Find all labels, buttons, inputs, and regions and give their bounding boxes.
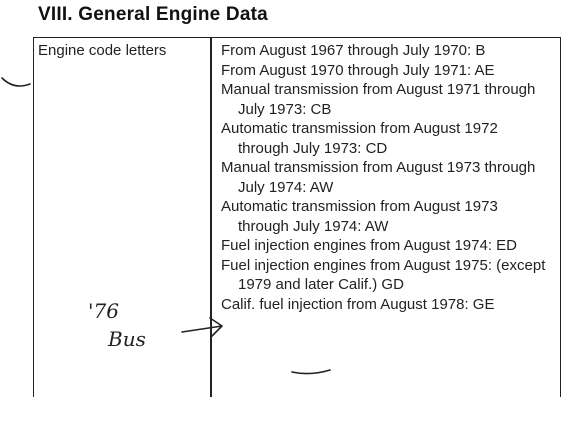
engine-code-entry: Automatic transmission from August 1972 through July 1973: CD bbox=[221, 120, 498, 157]
arrow-icon bbox=[182, 318, 222, 336]
engine-code-entry: From August 1967 through July 1970: B bbox=[221, 42, 486, 59]
section-heading: VIII. General Engine Data bbox=[38, 4, 268, 25]
engine-code-entry: Automatic transmission from August 1973 through July 1974: AW bbox=[221, 198, 498, 235]
annotation-bus: Bus bbox=[108, 327, 146, 351]
engine-code-entry: Fuel injection engines from August 1975: (except 1979 and later Calif.) GD bbox=[221, 256, 546, 293]
engine-code-entry: Calif. fuel injection from August 1978: GE bbox=[221, 295, 495, 313]
engine-code-entry: Manual transmission from August 1971 through July 1973: CB bbox=[221, 81, 536, 118]
engine-code-label: Engine code letters bbox=[38, 42, 167, 59]
handwritten-annotation bbox=[82, 296, 232, 358]
engine-code-entry: From August 1970 through July 1971: AE bbox=[221, 61, 495, 79]
engine-code-entry: Manual transmission from August 1973 through July 1974: AW bbox=[221, 159, 536, 196]
engine-code-entry: Fuel injection engines from August 1974: ED bbox=[221, 237, 518, 254]
engine-code-values bbox=[221, 41, 551, 314]
margin-bracket-mark bbox=[0, 60, 34, 100]
annotation-year: '76 bbox=[88, 299, 119, 323]
handwritten-underline bbox=[290, 368, 332, 378]
